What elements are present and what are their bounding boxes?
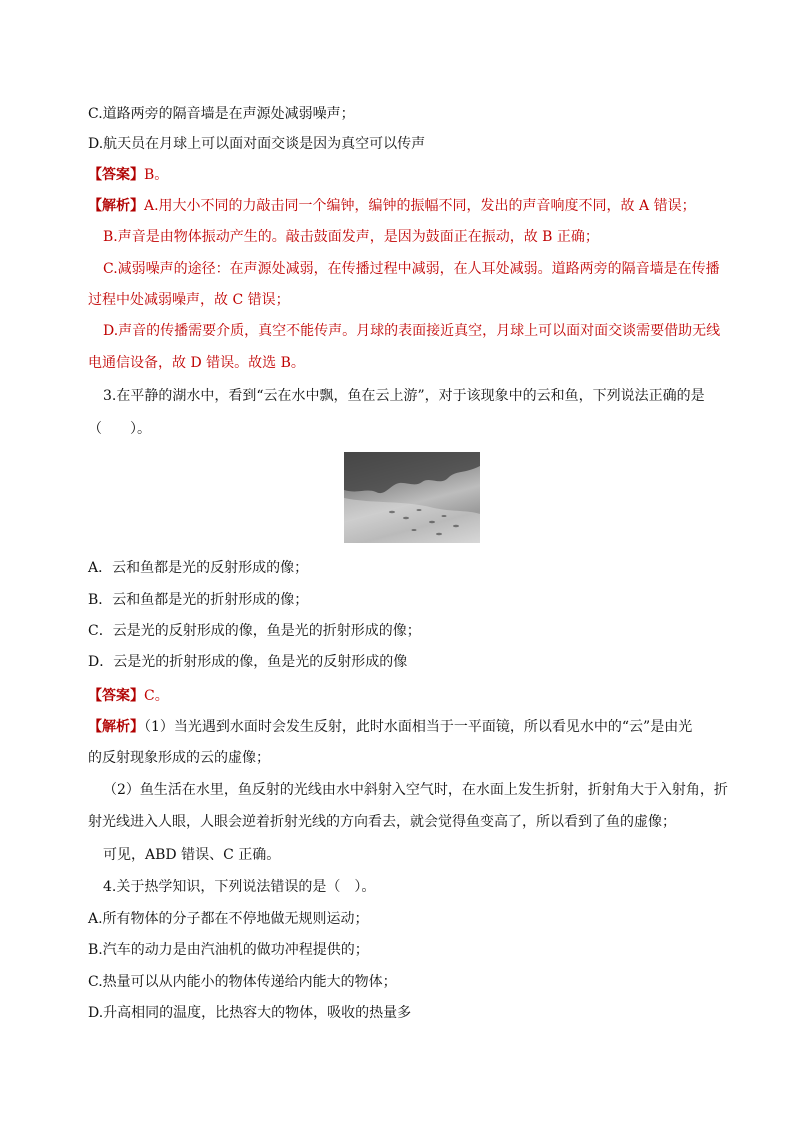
q3-analysis-line-2b: 射光线进入人眼，人眼会逆着折射光线的方向看去，就会觉得鱼变高了，所以看到了鱼的虚像； — [88, 814, 676, 830]
q3-stem-line-1: 3.在平静的湖水中，看到“云在水中飘，鱼在云上游”，对于该现象中的云和鱼，下列说法正确的是 — [103, 388, 705, 404]
q4-option-b: B.汽车的动力是由汽油机的做功冲程提供的； — [88, 942, 369, 958]
analysis-tag: 【解析】 — [88, 198, 144, 214]
answer-tag: 【答案】 — [88, 688, 144, 704]
answer-value: B。 — [144, 167, 169, 183]
answer-value: C。 — [144, 688, 169, 704]
q2-option-d: D.航天员在月球上可以面对面交谈是因为真空可以传声 — [88, 136, 426, 152]
q3-analysis-line-1b: 的反射现象形成的云的虚像； — [88, 750, 270, 766]
q4-option-d: D.升高相同的温度，比热容大的物体，吸收的热量多 — [88, 1005, 412, 1021]
analysis-text: （1）当光遇到水面时会发生反射，此时水面相当于一平面镜，所以看见水中的“云”是由光 — [144, 719, 693, 735]
analysis-text: A.用大小不同的力敲击同一个编钟，编钟的振幅不同，发出的声音响度不同，故 A 错误； — [144, 198, 696, 214]
q3-option-b: B．云和鱼都是光的折射形成的像； — [88, 592, 309, 608]
q2-analysis-line-3a: C.减弱噪声的途径：在声源处减弱，在传播过程中减弱，在人耳处减弱。道路两旁的隔音墙是在传播 — [103, 261, 720, 277]
q3-option-a: A．云和鱼都是光的反射形成的像； — [88, 560, 309, 576]
q3-analysis-line-1a — [88, 717, 692, 737]
q2-analysis-line-1 — [88, 196, 696, 216]
q2-analysis-line-3b: 过程中处减弱噪声，故 C 错误； — [88, 292, 290, 308]
q2-analysis-line-4a: D.声音的传播需要介质，真空不能传声。月球的表面接近真空，月球上可以面对面交谈需要借助无线 — [103, 323, 721, 339]
q2-analysis-line-4b: 电通信设备，故 D 错误。故选 B。 — [88, 355, 305, 371]
q2-answer — [88, 165, 168, 185]
q4-option-a: A.所有物体的分子都在不停地做无规则运动； — [88, 911, 369, 927]
q3-option-c: C．云是光的反射形成的像，鱼是光的折射形成的像； — [88, 623, 421, 639]
answer-tag: 【答案】 — [88, 167, 144, 183]
q3-conclusion: 可见，ABD 错误、C 正确。 — [103, 847, 281, 863]
q2-analysis-line-2: B.声音是由物体振动产生的。敲击鼓面发声，是因为鼓面正在振动，故 B 正确； — [103, 229, 599, 245]
q3-option-d: D．云是光的折射形成的像，鱼是光的反射形成的像 — [88, 654, 408, 670]
analysis-tag: 【解析】 — [88, 719, 144, 735]
q3-answer — [88, 686, 169, 706]
q4-stem: 4.关于热学知识，下列说法错误的是（ ）。 — [103, 879, 376, 895]
photo-shapes — [344, 452, 480, 543]
lake-clouds-fish-photo — [344, 452, 480, 543]
q4-option-c: C.热量可以从内能小的物体传递给内能大的物体； — [88, 974, 397, 990]
q3-analysis-line-2a: （2）鱼生活在水里，鱼反射的光线由水中斜射入空气时，在水面上发生折射，折射角大于入射角，折 — [103, 782, 728, 798]
q2-option-c: C.道路两旁的隔音墙是在声源处减弱噪声； — [88, 106, 355, 122]
q3-stem-line-2: （ ）。 — [88, 421, 151, 437]
